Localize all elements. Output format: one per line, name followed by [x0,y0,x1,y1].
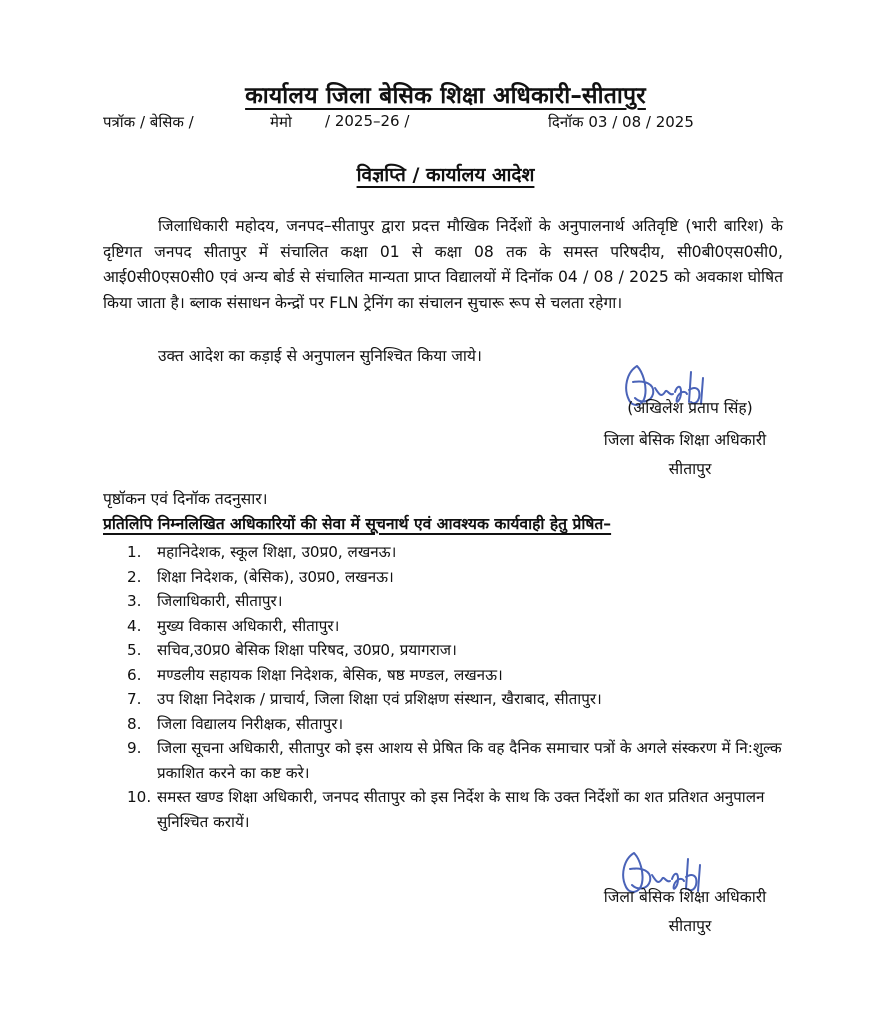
copy-list [127,540,787,834]
copy-list-item [127,712,787,737]
copy-list-text: जिला विद्यालय निरीक्षक, सीतापुर। [157,714,344,733]
notice-body [103,214,783,316]
copy-list-text: जिला सूचना अधिकारी, सीतापुर को इस आशय से प्रेषित कि वह दैनिक समाचार पत्रों के अगले संस्करण में नि:शुल्क प्रकाशित करने का कष्ट करे। [157,739,782,782]
copy-list-text: शिक्षा निदेशक, (बेसिक), उ0प्र0, लखनऊ। [157,567,394,586]
copy-list-number: 5. [127,641,142,659]
copy-list-item [127,614,787,639]
copy-list-text: मुख्य विकास अधिकारी, सीतापुर। [157,616,340,635]
copy-list-item [127,540,787,565]
copy-list-number: 3. [127,592,142,610]
copy-list-number: 6. [127,665,142,684]
copy-list-item [127,736,787,785]
copy-list-item [127,687,787,712]
copy-list-number: 10. [127,788,152,806]
copy-list-text: सचिव,उ0प्र0 बेसिक शिक्षा परिषद, उ0प्र0, प्रयागराज। [157,641,457,659]
ref-year: / 2025–26 / [325,112,410,130]
copy-list-number: 4. [127,616,142,635]
ref-date: दिनॉक 03 / 08 / 2025 [548,113,694,131]
signatory-name: (अखिलेश प्रताप सिंह) [627,399,753,417]
copy-list-item [127,589,787,614]
copy-list-number: 9. [127,739,142,757]
ref-patrank: पत्रॉक / बेसिक / [103,113,194,131]
signatory-place: सीतापुर [668,460,712,478]
copy-list-number: 1. [127,543,142,561]
copy-list-item [127,565,787,590]
copy-list-text: समस्त खण्ड शिक्षा अधिकारी, जनपद सीतापुर को इस निर्देश के साथ कि उक्त निर्देशों का शत प्रतिशत अनुपालन सुनिश्चित करायें। [157,788,765,831]
order-line: उक्त आदेश का कड़ाई से अनुपालन सुनिश्चित किया जाये। [158,347,482,365]
copy-list-number: 2. [127,567,142,586]
endorsement-line: पृष्ठॉकन एवं दिनॉक तदनुसार। [103,490,268,508]
ref-memo: मेमो [270,113,292,131]
signatory-designation: जिला बेसिक शिक्षा अधिकारी [603,431,767,449]
copy-list-number: 7. [127,690,142,708]
copy-list-item [127,785,787,834]
office-title: कार्यालय जिला बेसिक शिक्षा अधिकारी–सीतापुर [245,83,646,109]
notice-paragraph: जिलाधिकारी महोदय, जनपद–सीतापुर द्वारा प्रदत्त मौखिक निर्देशों के अनुपालनार्थ अतिवृष्टि (भारी बारिश) के दृष्टिगत जनपद सीतापुर में संचालित कक्षा 01 से कक्षा 08 तक के समस्त परिषदीय, सी0बी0एस0सी0, आई0सी0एस0सी0 एवं अन्य बोर्ड से संचालित मान्यता प्राप्त विद्यालयों में दिनॉक 04 / 08 / 2025 को अवकाश घोषित किया जाता है। ब्लाक संसाधन केन्द्रों पर FLN ट्रेनिंग का संचालन सुचारू रूप से चलता रहेगा। [103,217,783,312]
copy-list-item [127,638,787,663]
copy-list-text: जिलाधिकारी, सीतापुर। [157,592,283,610]
copy-list-text: महानिदेशक, स्कूल शिक्षा, उ0प्र0, लखनऊ। [157,543,397,561]
copy-list-text: उप शिक्षा निदेशक / प्राचार्य, जिला शिक्षा एवं प्रशिक्षण संस्थान, खैराबाद, सीतापुर। [157,690,602,708]
signatory-2-place: सीतापुर [668,917,712,935]
signatory-2-designation: जिला बेसिक शिक्षा अधिकारी [603,888,767,906]
copy-heading: प्रतिलिपि निम्नलिखित अधिकारियों की सेवा में सूचनार्थ एवं आवश्यक कार्यवाही हेतु प्रेषित– [103,515,612,533]
copy-list-text: मण्डलीय सहायक शिक्षा निदेशक, बेसिक, षष्ठ मण्डल, लखनऊ। [157,665,503,684]
copy-list-number: 8. [127,714,142,733]
notice-title: विज्ञप्ति / कार्यालय आदेश [356,164,535,186]
copy-list-item [127,663,787,688]
